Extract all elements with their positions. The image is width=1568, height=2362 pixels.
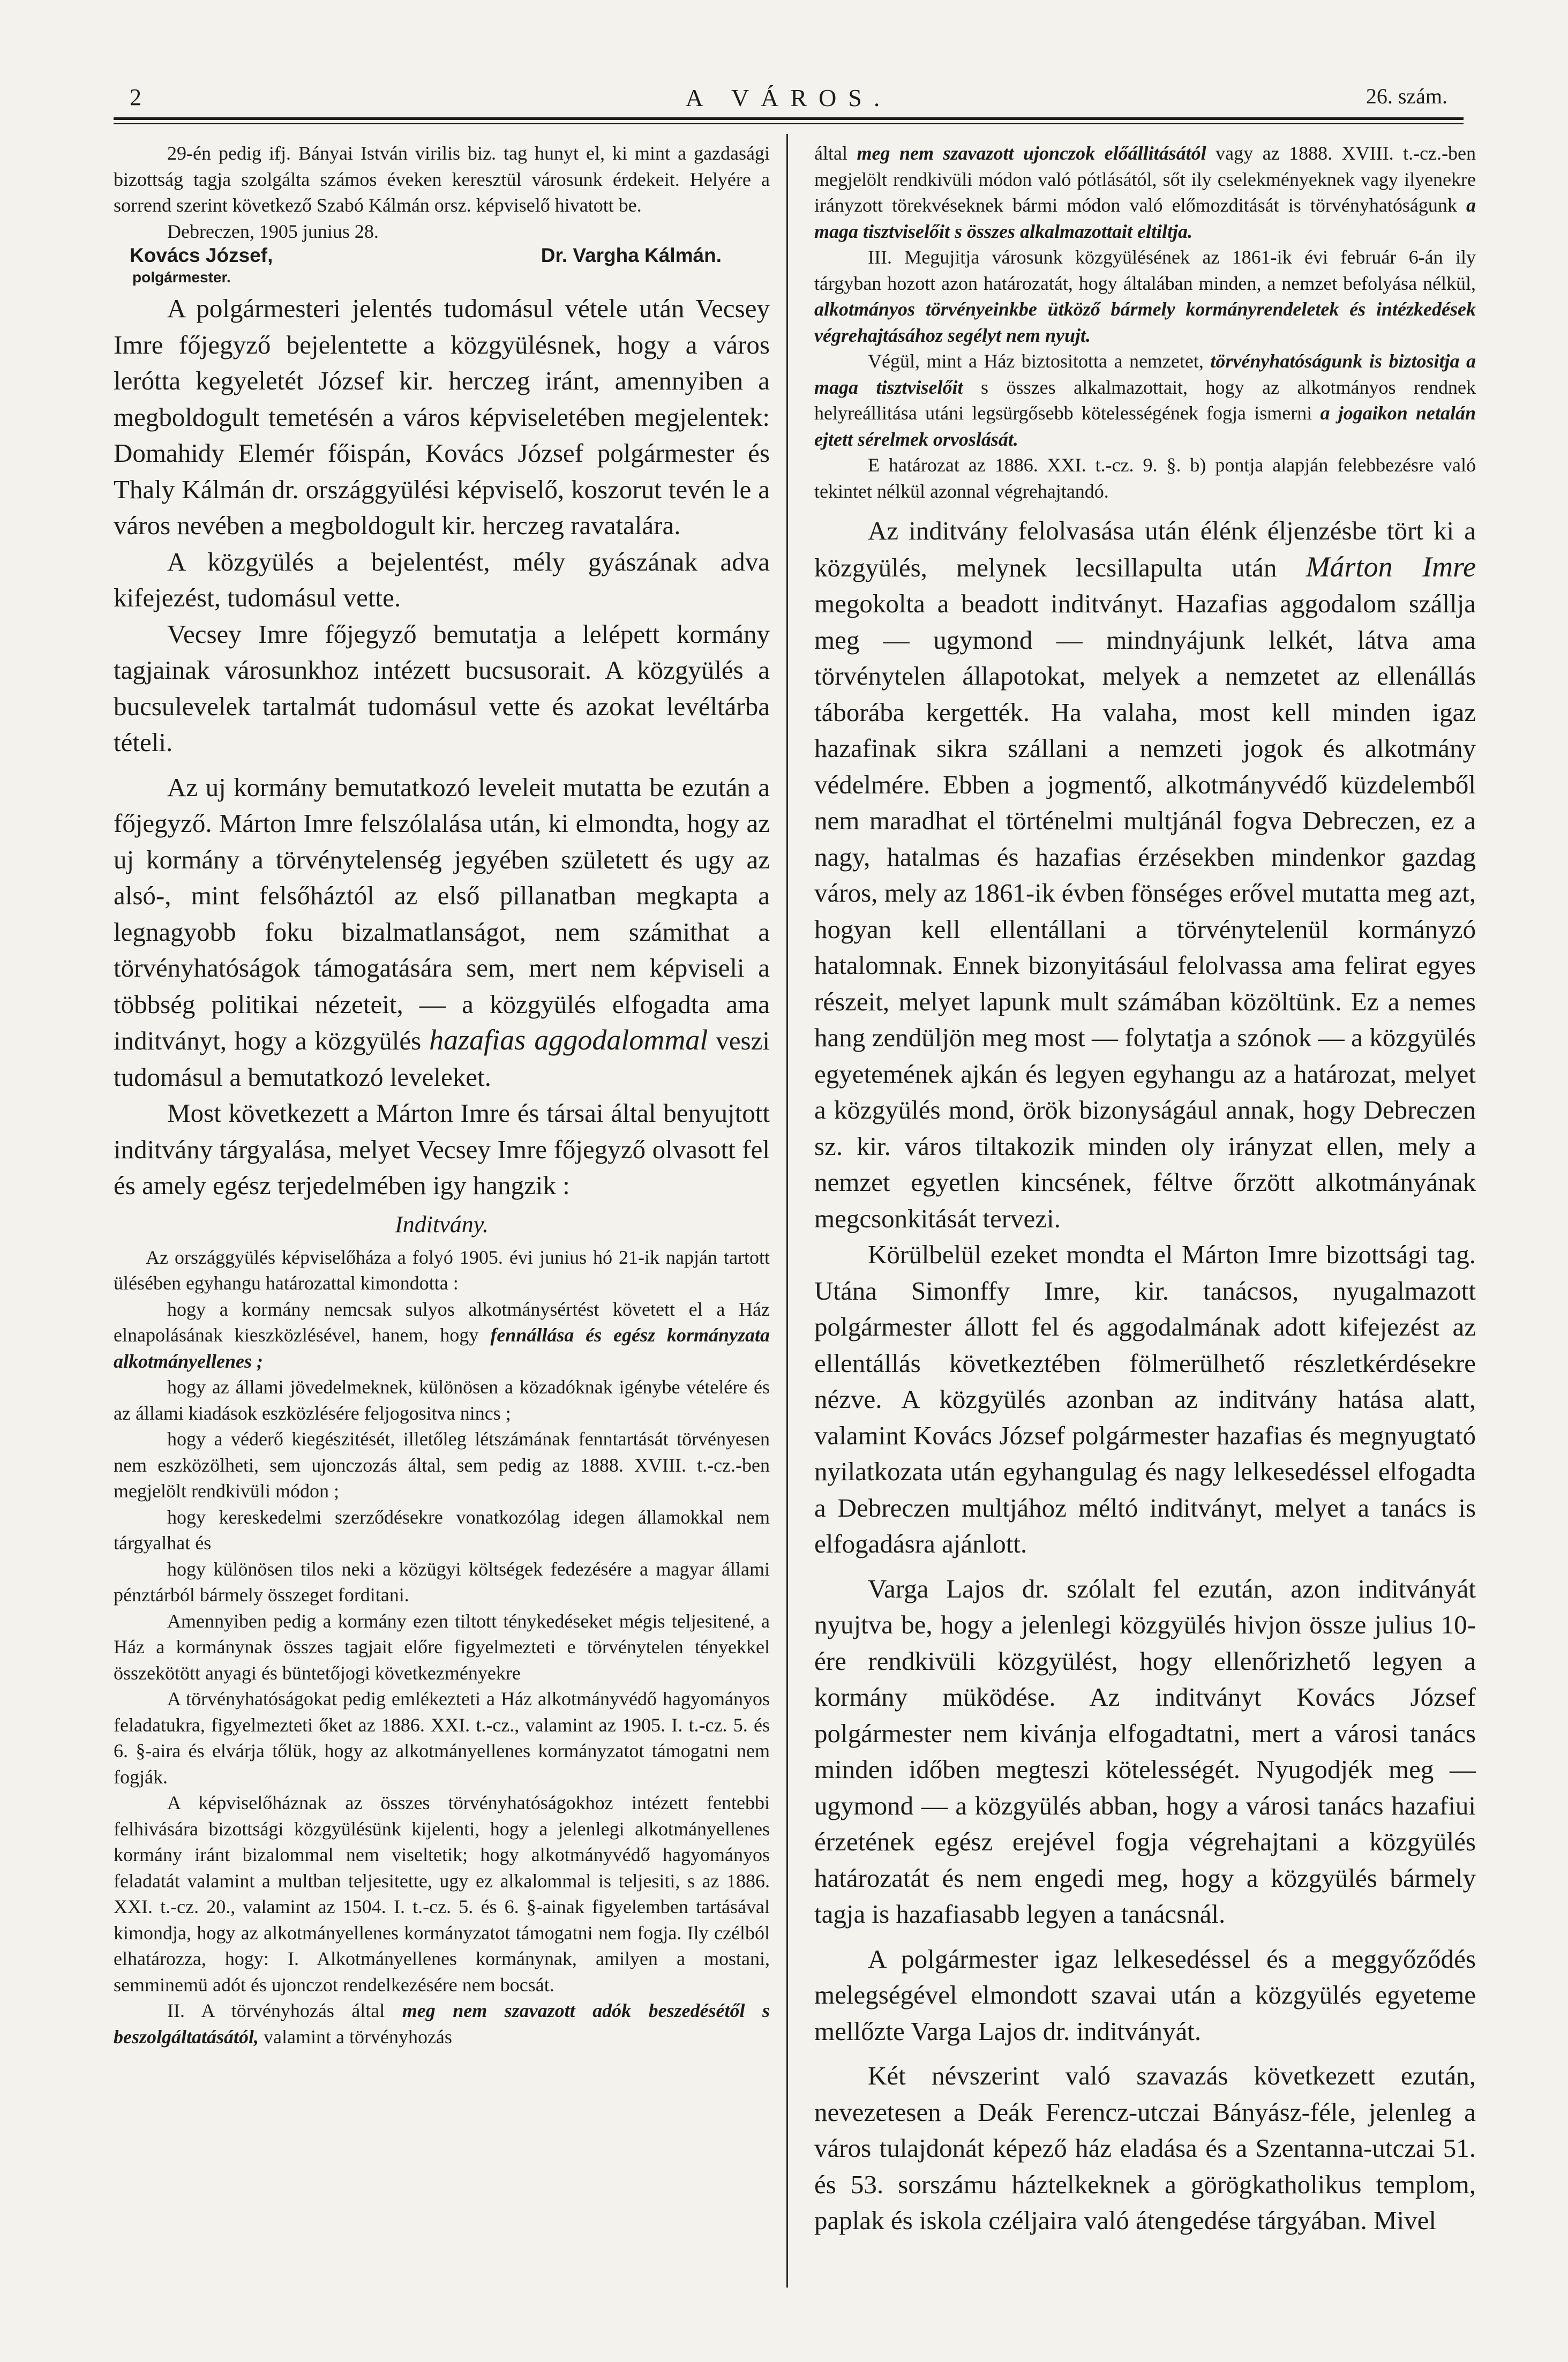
signature-mayor: Kovács József,: [130, 244, 273, 266]
page-header: [114, 80, 1464, 118]
motion-text-5: hogy kereskedelmi szerződésekre vonatkozólag idegen államokkal nem tárgyalhat és: [114, 1506, 770, 1554]
motion-text-8: A törvényhatóságokat pedig emlékezteti a Ház alkotmányvédő hagyományos feladatukra, figyelmezteti őket az 1886. XXI. t.-cz., valamint az 1905. I. t.-cz. 5. és 6. §-aira és elvárja tőlük, hogy az alkotmányellenes kormányzatot támogatni nem fogják.: [114, 1688, 770, 1788]
motion-text-2: hogy a kormány nemcsak sulyos alkotmánysértést követett el a Ház elnapolásának kieszközlésével, hanem, hogy fennállása és egész kormányzata alkotmányellenes ;: [114, 1298, 770, 1372]
paragraph-new-government: Az uj kormány bemutatkozó leveleit mutatta be ezután a főjegyző. Márton Imre felszólalása után, ki elmondta, hogy az uj kormány a törvénytelenség jegyében született és ugy az alsó-, mint felsőháztól az első pillanatban megkapta a legnagyobb foku bizalmatlanságot, nem számithat a törvényhatóságok támogatására sem, mert nem képviseli a többség politikai nézeteit, — a közgyülés elfogadta ama inditványt, hogy a közgyülés hazafias aggodalommal veszi tudomásul a bemutatkozó leveleket.: [114, 772, 770, 1092]
right-column: [814, 140, 1476, 2239]
paragraph-mayor-response: A polgármester igaz lelkesedéssel és a meggyőződés melegségével elmondott szavai után a közgyülés egyeteme mellőzte Varga Lajos dr. inditványát.: [814, 1944, 1476, 2046]
paragraph-motion-intro: Most következett a Márton Imre és társai által benyujtott inditvány tárgyalása, melyet Vecsey Imre főjegyző olvasott fel és amely egész terjedelmében igy hangzik :: [114, 1098, 770, 1200]
motion-text-4: hogy a véderő kiegészitését, illetőleg létszámának fenntartását törvényesen nem eszközölheti, sem ujonczozás által, sem pedig az 1888. XVIII. t.-cz.-ben megjelölt rendkivüli módon ;: [114, 1428, 770, 1502]
emphasis-patriotic-concern: hazafias aggodalommal: [429, 1024, 708, 1056]
report-intro: 29-én pedig ifj. Bányai István virilis biz. tag hunyt el, ki mint a gazdasági bizottság tagja szolgálta számos éveken keresztül városunk érdekeit. Helyére a sorrend szerint következő Szabó Kálmán orsz. képviselő hivatott be.: [114, 143, 770, 216]
paragraph-marton-speech: Az inditvány felolvasása után élénk éljenzésbe tört ki a közgyülés, melynek lecsillapulta után Márton Imre megokolta a beadott inditványt. Hazafias aggodalom szállja meg — ugymond — mindnyájunk lelkét, látva ama törvénytelen állapotokat, melyek a nemzetet az ellenállás táborába kergették. Ha valaha, most kell minden igaz hazafinak sikra szállani a nemzeti jogok és alkotmány védelmére. Ebben a jogmentő, alkotmányvédő küzdelemből nem maradhat el történelmi multjánál fogva Debreczen, ez a nagy, hatalmas és hazafias érzésekben mindenkor gazdag város, mely az 1861-ik évben fönséges erővel mutatta meg azt, hogyan kell ellentállani a törvénytelenül kormányzó hatalomnak. Ennek bizonyitásául felolvassa ama felirat egyes részeit, melyet lapunk mult számában közöltünk. Ez a nemes hang zendüljön meg most — folytatja a szónok — a közgyülés egyetemének ajkán és legyen egyhangu az a határozat, melyet a közgyülés mond, örök bizonyságául annak, hogy Debreczen sz. kir. város tiltakozik minden oly irányzat ellen, mely a nemzet egyetlen kincsének, féltve őrzött alkotmányának megcsonkitását tervezi.: [814, 516, 1476, 1233]
motion-text-7: Amennyiben pedig a kormány ezen tiltott ténykedéseket mégis teljesitené, a Ház a kormánynak összes tagjait előre figyelmezteti e törvénytelen tényekkel összekötött anyagi és büntetőjogi következményekre: [114, 1610, 770, 1684]
column-divider: [786, 134, 788, 2288]
place-date: Debreczen, 1905 junius 28.: [167, 220, 379, 242]
motion-text-12: III. Megujitja városunk közgyülésének az 1861-ik évi február 6-án ily tárgyban hozott azon határozatát, hogy általában minden, a nemzet befolyása nélkül, alkotmányos törvényeinkbe ütköző bármely kormányrendeletek és intézkedések végrehajtásához segélyt nem nyujt.: [814, 246, 1476, 346]
motion-text-6: hogy különösen tilos neki a közügyi költségek fedezésére a magyar állami pénztárból bármely összeget forditani.: [114, 1558, 770, 1606]
motion-text-3: hogy az állami jövedelmeknek, különösen a közadóknak igénybe vételére és az állami kiadások eszközlésére feljogositva nincs ;: [114, 1376, 770, 1424]
motion-text-11: által meg nem szavazott ujonczok előállitásától vagy az 1888. XVIII. t.-cz.-ben megjelölt rendkivüli módon való pótlásától, sőt ily cselekményeknek vagy ilyenekre irányzott törekvéseknek bármi módon való előmozditását is törvényhatóságunk a maga tisztviselőit s összes alkalmazottait eltiltja.: [814, 143, 1476, 242]
issue-number: 26. szám.: [1366, 84, 1447, 108]
emphasis-marton-imre: Márton Imre: [1306, 550, 1476, 583]
header-rule-thin: [114, 123, 1464, 124]
masthead-title: A VÁROS.: [685, 84, 892, 111]
motion-text-13: Végül, mint a Ház biztositotta a nemzetet, törvényhatóságunk is biztositja a maga tisztviselőit s összes alkalmazottait, hogy az alkotmányos rendnek helyreállitása utáni legsürgősebb kötelességének fogja ismerni a jogaikon netalán ejtett sérelmek orvoslását.: [814, 350, 1476, 450]
motion-text-10: II. A törvényhozás által meg nem szavazott adók beszedésétől s beszolgáltatásától, valamint a törvényhozás: [114, 2000, 770, 2048]
signatures: [114, 244, 770, 271]
signature-mayor-title: polgármester.: [132, 269, 231, 286]
header-rule-thick: [114, 117, 1464, 120]
paragraph-varga-motion: Varga Lajos dr. szólalt fel ezután, azon inditványát nyujtva be, hogy a jelenlegi közgyülés hivjon össze julius 10-ére rendkivüli közgyülést, hogy ellenőrizhető legyen a kormány müködése. Az inditványt Kovács József polgármester nem kivánja elfogadtatni, mert a városi tanács minden időben megteszi kötelességét. Nyugodjék meg — ugymond — a közgyülés abban, hogy a városi tanács hazafiui érzetének egész erejével fogja végrehajtani a közgyülés határozatát és nem engedi meg, hogy a közgyülés bármely tagja is hazafiasabb legyen a tanácsnál.: [814, 1573, 1476, 1929]
motion-text-1: Az országgyülés képviselőháza a folyó 1905. évi junius hó 21-ik napján tartott ülésében egyhangu határozattal kimondotta :: [114, 1246, 770, 1294]
signature-notary: Dr. Vargha Kálmán.: [541, 244, 722, 266]
left-column: [114, 140, 770, 2050]
paragraph-condolence: A polgármesteri jelentés tudomásul vétele után Vecsey Imre főjegyző bejelentette a közgyülésnek, hogy a város lerótta kegyeletét József kir. herczeg iránt, amennyiben a megboldogult temetésén a város képviseletében megjelentek: Domahidy Elemér főispán, Kovács József polgármester és Thaly Kálmán dr. országgyülési képviselő, koszorut tevén le a város nevében a megboldogult kir. herczeg ravatalára.: [114, 294, 770, 540]
paragraph-farewell: Vecsey Imre főjegyző bemutatja a lelépett kormány tagjainak városunkhoz intézett bucsusorait. A közgyülés a bucsulevelek tartalmát tudomásul vette és azokat levéltárba tételi.: [114, 619, 770, 757]
paragraph-simonffy: Körülbelül ezeket mondta el Márton Imre bizottsági tag. Utána Simonffy Imre, kir. tanácsos, nyugalmazott polgármester állott fel és aggodalmának adott kifejezést az ellentállás következtében fölmerülhető részletkérdésekre nézve. A közgyülés azonban az inditvány hatása alatt, valamint Kovács József polgármester hazafias és megnyugtató nyilatkozata után egyhangulag és nagy lelkesedéssel elfogadta a Debreczen multjához méltó inditványt, melyet a tanács is elfogadásra ajánlott.: [814, 1240, 1476, 1558]
page-number: 2: [130, 84, 141, 110]
motion-text-9: A képviselőháznak az összes törvényhatóságokhoz intézett fentebbi felhivására bizottsági közgyülésünk kijelenti, hogy a jelenlegi alkotmányellenes kormány iránt bizalommal nem viseltetik; hogy alkotmányvédő hagyományos feladatát valamint a multban teljesitette, ugy ez alkalommal is teljesiti, s az 1886. XXI. t.-cz. 20., valamint az 1504. I. t.-cz. 5. és 6. §-ainak figyelemben tartásával kimondja, hogy az alkotmányellenes kormányzatot támogatni nem fogja. Ily czélból elhatározza, hogy: I. Alkotmányellenes kormánynak, amilyen a mostani, semminemü adót és ujonczot rendelkezésére nem bocsát.: [114, 1792, 770, 1996]
motion-heading: Inditvány.: [395, 1211, 489, 1238]
paragraph-votes: Két névszerint való szavazás következett ezután, nevezetesen a Deák Ferencz-utczai Bányász-féle, jelenleg a város tulajdonát képező ház eladása és a Szentanna-utczai 51. és 53. sorszámu háztelkeknek a görögkatholikus templom, paplak és iskola czéljaira való átengedése tárgyában. Mivel: [814, 2061, 1476, 2235]
motion-text-14: E határozat az 1886. XXI. t.-cz. 9. §. b) pontja alapján felebbezésre való tekintet nélkül azonnal végrehajtandó.: [814, 454, 1476, 502]
paragraph-mourning: A közgyülés a bejelentést, mély gyászának adva kifejezést, tudomásul vette.: [114, 546, 770, 612]
